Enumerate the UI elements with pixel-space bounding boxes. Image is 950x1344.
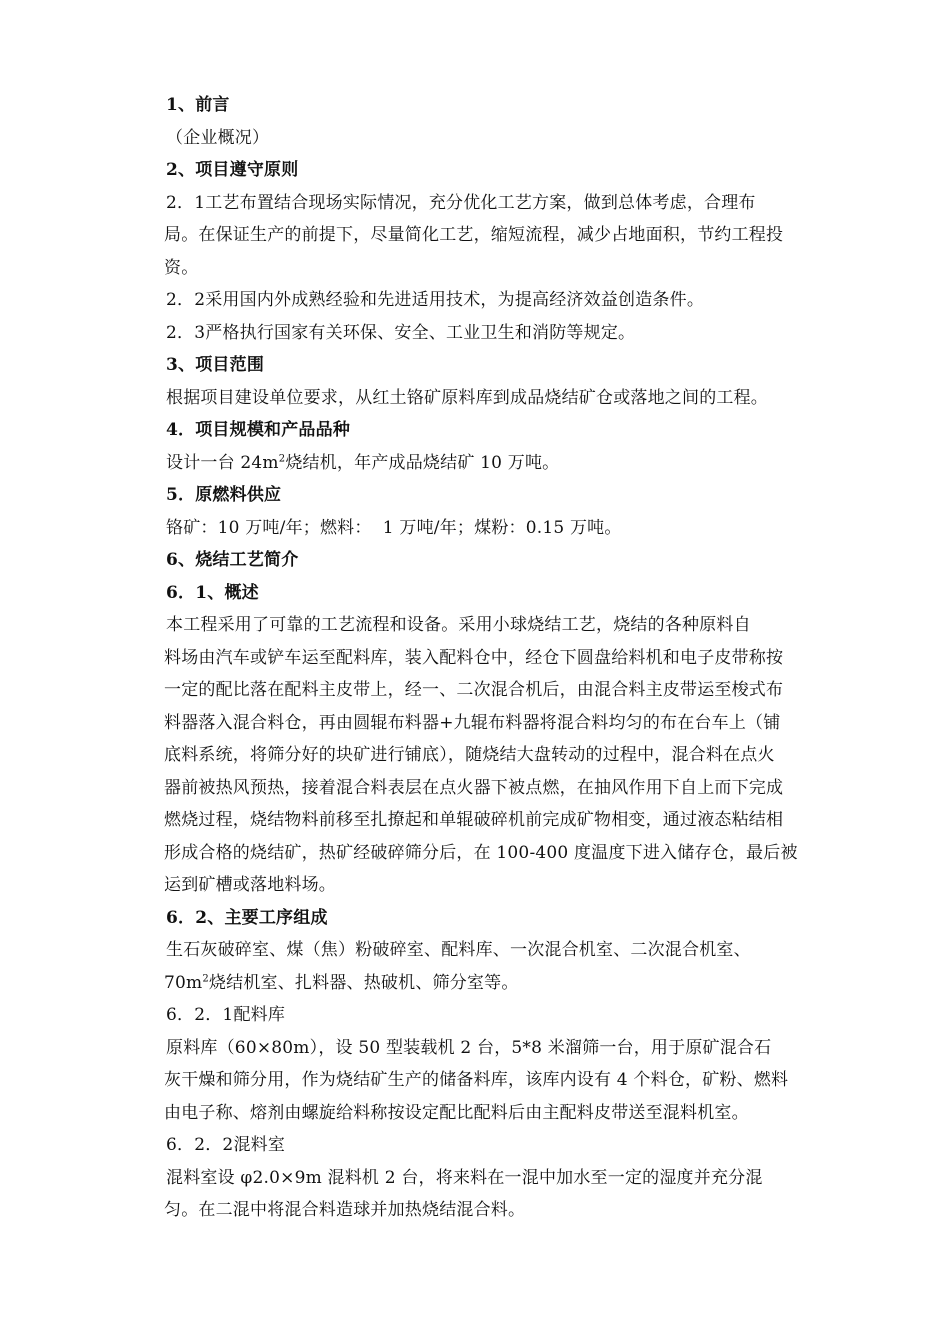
principle-2-2: 2．2采用国内外成熟经验和先进适用技术，为提高经济效益创造条件。 — [166, 290, 705, 310]
preface-text: （企业概况） — [166, 127, 270, 148]
overview-line-1: 本工程采用了可靠的工艺流程和设备。采用小球烧结工艺，烧结的各种原料自 — [166, 615, 751, 635]
batching-line-2: 灰干燥和筛分用，作为烧结矿生产的储备料库，该库内设有 4 个料仓，矿粉、燃料 — [164, 1070, 789, 1090]
heading-overview: 6．1、概述 — [166, 582, 259, 603]
supply-text: 铬矿：10 万吨/年；燃料： 1 万吨/年；煤粉：0.15 万吨。 — [166, 517, 622, 538]
scale-text — [166, 447, 826, 480]
overview-line-8: 形成合格的烧结矿，热矿经破碎筛分后，在 100-400 度温度下进入储存仓，最后被 — [164, 842, 798, 863]
heading-preface: 1、前言 — [166, 95, 230, 115]
overview-line-2: 料场由汽车或铲车运至配料库，装入配料仓中，经仓下圆盘给料机和电子皮带称按 — [164, 647, 784, 668]
heading-supply: 5．原燃料供应 — [166, 485, 282, 505]
heading-scope: 3、项目范围 — [166, 355, 265, 375]
principle-2-1-line-2: 局。在保证生产的前提下，尽量简化工艺，缩短流程，减少占地面积，节约工程投 — [164, 225, 784, 245]
heading-main-processes: 6．2、主要工序组成 — [166, 907, 328, 928]
main-processes-line-1: 生石灰破碎室、煤（焦）粉破碎室、配料库、一次混合机室、二次混合机室、 — [166, 940, 751, 960]
overview-line-9: 运到矿槽或落地料场。 — [164, 875, 336, 895]
overview-line-7: 燃烧过程，烧结物料前移至扎撩起和单辊破碎机前完成矿物相变，通过液态粘结相 — [164, 810, 784, 830]
heading-mixing-room: 6．2．2混料室 — [166, 1135, 286, 1155]
scale-text-part-2: 烧结机，年产成品烧结矿 10 万吨。 — [285, 452, 560, 473]
principle-2-1-line-1: 2．1工艺布置结合现场实际情况，充分优化工艺方案，做到总体考虑，合理布 — [166, 192, 756, 213]
scope-text: 根据项目建设单位要求，从红土铬矿原料库到成品烧结矿仓或落地之间的工程。 — [166, 387, 768, 408]
heading-principles: 2、项目遵守原则 — [166, 160, 299, 180]
overview-line-5: 底料系统，将筛分好的块矿进行铺底），随烧结大盘转动的过程中，混合料在点火 — [164, 745, 775, 765]
mixing-line-1: 混料室设 φ2.0×9m 混料机 2 台，将来料在一混中加水至一定的湿度并充分混 — [166, 1167, 763, 1188]
heading-batching-warehouse: 6．2．1配料库 — [166, 1005, 286, 1025]
overview-line-3: 一定的配比落在配料主皮带上，经一、二次混合机后，由混合料主皮带运至梭式布 — [164, 680, 784, 700]
batching-line-1: 原料库（60×80m），设 50 型装载机 2 台，5*8 米溜筛一台，用于原矿混合石 — [166, 1037, 772, 1058]
scale-text-part-1: 设计一台 24m — [166, 452, 279, 473]
main-processes-part-2: 烧结机室、扎料器、热破机、筛分室等。 — [208, 972, 519, 993]
overview-line-4: 料器落入混合料仓，再由圆辊布料器+九辊布料器将混合料均匀的布在台车上（铺 — [164, 712, 781, 733]
heading-scale: 4．项目规模和产品品种 — [166, 420, 351, 440]
overview-line-6: 器前被热风预热，接着混合料表层在点火器下被点燃，在抽风作用下自上而下完成 — [164, 777, 784, 798]
principle-2-1-line-3: 资。 — [164, 257, 199, 278]
heading-process: 6、烧结工艺简介 — [166, 550, 299, 570]
main-processes-superscript: 2 — [202, 972, 209, 984]
batching-line-3: 由电子称、熔剂由螺旋给料称按设定配比配料后由主配料皮带送至混料机室。 — [164, 1102, 749, 1123]
scale-superscript: 2 — [278, 452, 286, 464]
document-body — [166, 89, 826, 1227]
principle-2-3: 2．3严格执行国家有关环保、安全、工业卫生和消防等规定。 — [166, 322, 636, 343]
mixing-line-2: 匀。在二混中将混合料造球并加热烧结混合料。 — [164, 1200, 526, 1220]
main-processes-part-1: 70m — [164, 972, 203, 993]
main-processes-line-2 — [164, 967, 826, 1000]
